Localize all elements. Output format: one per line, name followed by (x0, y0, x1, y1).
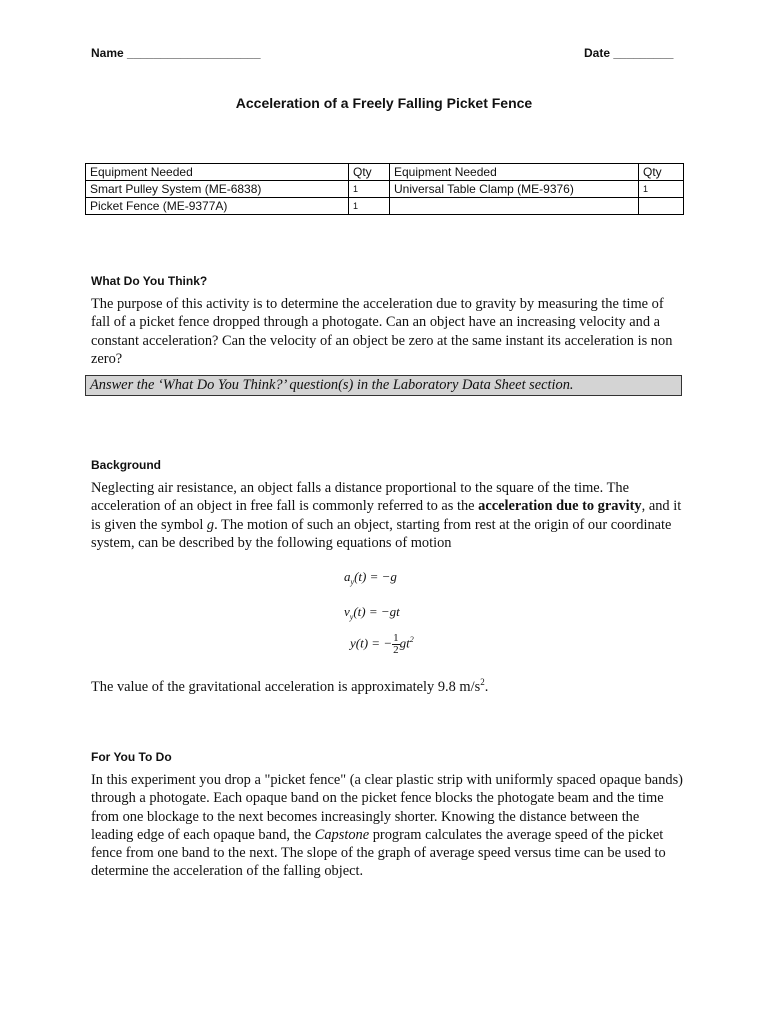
background-heading-text: Background (91, 458, 162, 472)
for-you-to-do-text-1: In this experiment you drop a "picket fence" (a clear plastic strip with uniformly spaced opaque bands) through a photogate. Each opaque band on the picket fence blocks the photogate beam and the time from one blockage to the next becomes increasingly shorter. Knowing the distance between the leading edge of each opaque band, the (91, 772, 683, 843)
what-do-you-think-paragraph: The purpose of this activity is to determine the acceleration due to gravity by measuring the time of fall of a picket fence dropped through a photogate. Can an object have an increasing velocity and a constant acceleration? Can the velocity of an object be zero at the same instant its acceleration is non zero? (91, 296, 673, 367)
table-header-cell: Equipment Needed (86, 164, 349, 181)
table-header-cell: Equipment Needed (390, 164, 639, 181)
callout-box: Answer the ‘What Do You Think?’ question(s) in the Laboratory Data Sheet section. (85, 375, 682, 396)
gravity-value-end: . (484, 678, 489, 695)
eq3-exponent: 2 (409, 635, 414, 645)
equipment-table (85, 163, 684, 215)
name-field (91, 46, 261, 60)
background-text-1: Neglecting air resistance, an object falls a distance proportional to the square of the time. The acceleration of an object in free fall is commonly referred to as the (91, 480, 629, 515)
table-cell: 1 (639, 181, 684, 198)
section-heading-what-do-you-think: What Do You Think? (91, 274, 208, 288)
eq1-arg: (t) (354, 569, 367, 584)
eq3-lhs: y(t) = − (350, 635, 393, 651)
date-blank: _________ (613, 46, 674, 60)
name-blank: ____________________ (127, 46, 261, 60)
eq1-rhs: = −g (366, 569, 397, 584)
for-you-to-do-paragraph (91, 771, 683, 881)
for-you-to-do-text-2: program calculates the average speed of the picket fence from one band to the next. The slope of the graph of average speed versus time can be used to determine the acceleration of the falling object. (91, 826, 666, 880)
section-heading-background (91, 458, 161, 472)
background-text-3: . The motion of such an object, starting from rest at the origin of our coordinate system, can be described by the following equations of motion (91, 516, 672, 551)
table-row (86, 181, 684, 198)
section-heading-for-you-to-do: For You To Do (91, 750, 172, 764)
date-field (584, 46, 673, 60)
background-text-2: , and it is given the symbol (91, 498, 682, 533)
table-cell (390, 198, 639, 215)
eq3-rhs: gt (399, 635, 410, 651)
equation-position (350, 633, 414, 656)
gravity-value-text: The value of the gravitational acceleration is approximately 9.8 m/s (91, 678, 481, 695)
eq2-rhs: = −gt (365, 604, 400, 619)
capstone-program-name: Capstone (314, 826, 370, 843)
eq2-arg: (t) (353, 604, 366, 619)
table-header-row (86, 164, 684, 181)
table-cell: Picket Fence (ME-9377A) (86, 198, 349, 215)
table-cell: 1 (349, 181, 390, 198)
eq3-fraction (392, 633, 400, 656)
equation-acceleration (344, 569, 397, 587)
name-label: Name (91, 46, 124, 60)
eq3-denominator: 2 (393, 644, 399, 656)
gravity-value-exponent: 2 (480, 677, 485, 687)
gravity-symbol: g (206, 516, 215, 533)
gravity-value-paragraph (91, 673, 683, 696)
background-paragraph (91, 479, 683, 552)
eq1-lhs: a (344, 569, 351, 584)
table-row (86, 198, 684, 215)
page-title: Acceleration of a Freely Falling Picket Fence (235, 95, 533, 111)
eq2-lhs: v (344, 604, 350, 619)
background-bold-term: acceleration due to gravity (478, 498, 642, 515)
eq1-sub: y (350, 577, 355, 587)
eq3-numerator: 1 (393, 632, 399, 644)
table-header-cell: Qty (349, 164, 390, 181)
table-cell (639, 198, 684, 215)
eq2-sub: y (349, 612, 354, 622)
table-cell: 1 (349, 198, 390, 215)
table-header-cell: Qty (639, 164, 684, 181)
date-label: Date (584, 46, 611, 60)
table-cell: Universal Table Clamp (ME-9376) (390, 181, 639, 198)
equation-velocity (344, 604, 400, 622)
table-cell: Smart Pulley System (ME-6838) (86, 181, 349, 198)
